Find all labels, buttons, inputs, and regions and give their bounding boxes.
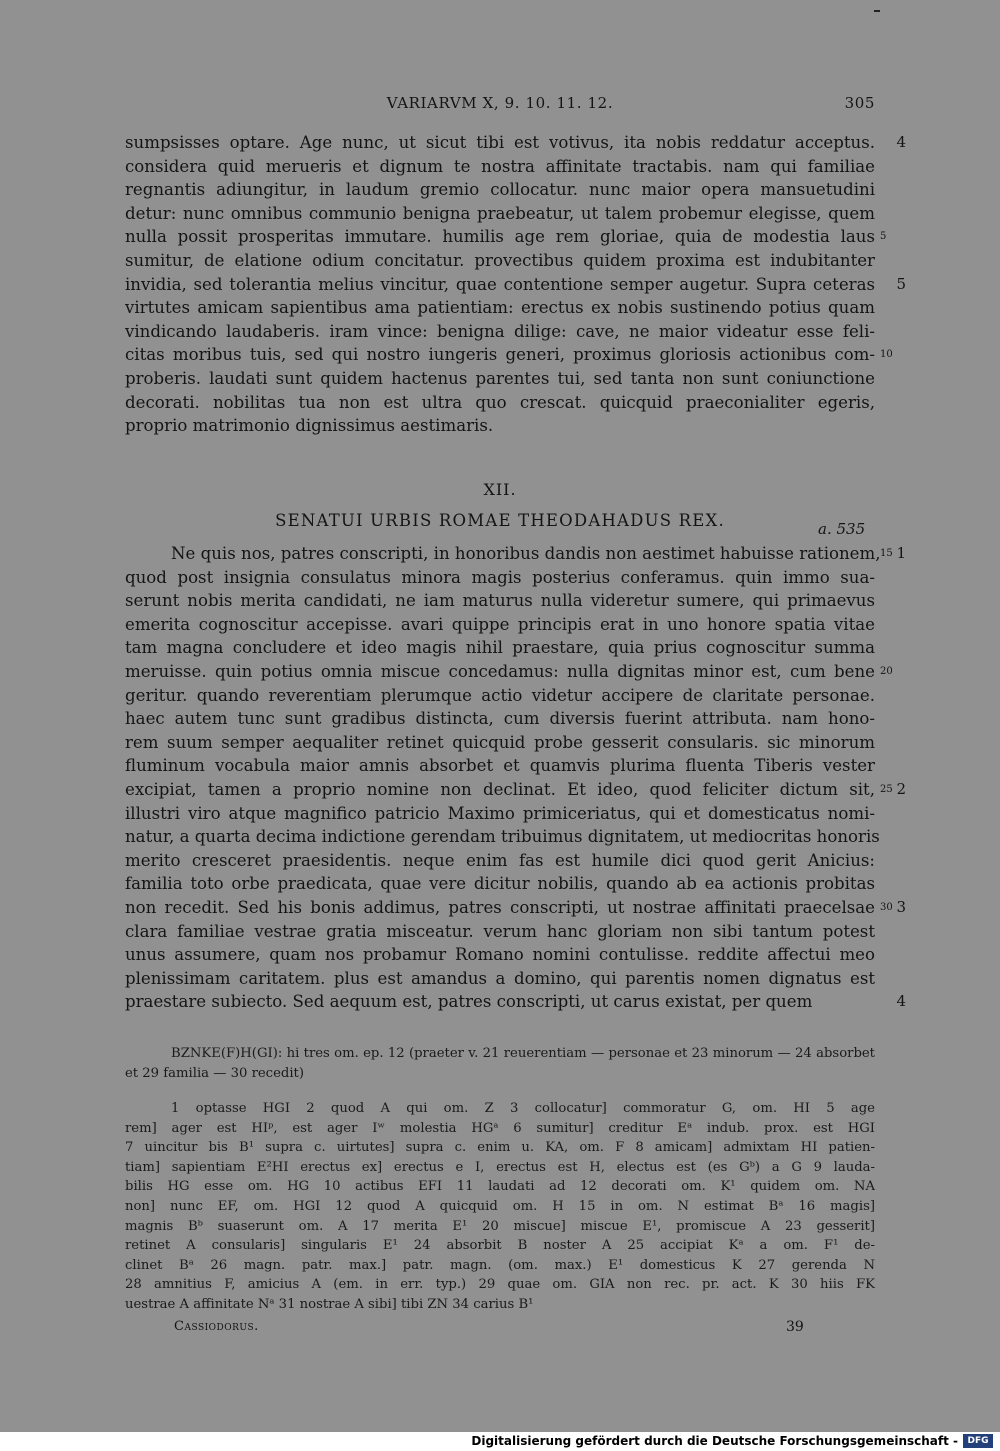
margin-number <box>876 684 916 708</box>
text-line: non recedit. Sed his bonis addimus, patres conscripti, ut nostrae affinitati praecelsae <box>125 897 875 917</box>
margin-number <box>876 802 916 826</box>
margin-number <box>876 391 916 415</box>
text-line: tam magna concludere et ideo magis nihil praestare, quia prius cognoscitur summa <box>125 638 875 658</box>
margin-number <box>876 825 916 849</box>
text-line: serunt nobis merita candidati, ne iam maturus nulla videretur sumere, qui primaevus <box>125 591 875 611</box>
margin-number <box>876 990 916 1014</box>
paragraph-number: 1 <box>896 544 906 562</box>
text-line: Ne quis nos, patres conscripti, in honoribus dandis non aestimet habuisse rationem, <box>171 544 881 563</box>
text-line: merito cresceret praesidentis. neque enim fas est humile dici quod gerit Anicius: <box>125 850 875 870</box>
text-line: proberis. laudati sunt quidem hactenus parentes tui, sed tanta non sunt coniunctione <box>125 368 875 388</box>
apparatus-line: uestrae A affinitate Nᵃ 31 nostrae A sibi] tibi ZN 34 carius B¹ <box>125 1296 534 1312</box>
text-line: geritur. quando reverentiam plerumque actio videtur accipere de claritate personae. <box>125 685 875 705</box>
line-count-number: 5 <box>880 231 887 243</box>
line-count-number: 20 <box>880 666 893 677</box>
margin-number <box>876 542 916 566</box>
margin-number <box>876 731 916 755</box>
margin-number <box>876 613 916 637</box>
paragraph-number: 4 <box>896 133 906 151</box>
line-count-number: 15 <box>880 548 893 559</box>
text-line: clara familiae vestrae gratia misceatur. verum hanc gloriam non sibi tantum potest <box>125 921 875 941</box>
text-line: emerita cognoscitur accepisse. avari quippe principis erat in uno honore spatia vitae <box>125 614 875 634</box>
text-line: illustri viro atque magnifico patricio Maximo primiceriatus, qui et domesticatus nomi- <box>125 803 875 823</box>
margin-number <box>876 872 916 896</box>
apparatus-line: 28 amnitius F, amicius A (em. in err. typ.) 29 quae om. GIA non rec. pr. act. K 30 hiis FK <box>125 1277 875 1293</box>
text-line: plenissimam caritatem. plus est amandus a domino, qui parentis nomen dignatus est <box>125 968 875 988</box>
page-header <box>125 94 875 116</box>
apparatus-line: retinet A consularis] singularis E¹ 24 absorbit B noster A 25 accipiat Kᵃ a om. F¹ de- <box>125 1238 875 1254</box>
margin-number <box>876 967 916 991</box>
margin-number <box>876 343 916 367</box>
text-line: sumpsisses optare. Age nunc, ut sicut tibi est votivus, ita nobis reddatur acceptus. <box>125 133 875 152</box>
text-line: citas moribus tuis, sed qui nostro iungeris generi, proximus gloriosis actionibus com- <box>125 345 875 365</box>
margin-number <box>876 636 916 660</box>
margin-number <box>876 707 916 731</box>
margin-number <box>876 367 916 391</box>
text-line: excipiat, tamen a proprio nomine non declinat. Et ideo, quod feliciter dictum sit, <box>125 779 875 799</box>
text-line: quod post insignia consulatus minora magis posterius conferamus. quin immo sua- <box>125 567 875 587</box>
scan-mark <box>874 10 880 12</box>
margin-number <box>876 155 916 179</box>
text-line: unus assumere, quam nos probamur Romano nomini contulisse. reddite affectui meo <box>125 945 875 965</box>
footer-bar <box>0 1432 1000 1451</box>
text-line: rem suum semper aequaliter retinet quicquid probe gesserit consularis. sic minorum <box>125 732 875 752</box>
section-numeral: XII. <box>483 480 517 499</box>
margin-number <box>876 589 916 613</box>
margin-number <box>876 414 916 438</box>
dfg-logo: DFG <box>963 1434 993 1448</box>
apparatus-line: magnis Bᵇ suaserunt om. A 17 merita E¹ 20 miscue] miscue E¹, promiscue A 23 gesserit] <box>125 1218 875 1234</box>
footer-credit: Digitalisierung gefördert durch die Deutsche Forschungsgemeinschaft - <box>471 1434 958 1448</box>
margin-number <box>876 920 916 944</box>
margin-number <box>876 249 916 273</box>
apparatus-line: rem] ager est HIᵖ, est ager Iʷ molestia HGᵃ 6 sumitur] creditur Eᵃ indub. prox. est HGI <box>125 1120 875 1136</box>
margin-number <box>876 660 916 684</box>
text-line: nulla possit prosperitas immutare. humilis age rem gloriae, quia de modestia laus <box>125 227 875 247</box>
text-line: meruisse. quin potius omnia miscue concedamus: nulla dignitas minor est, cum bene <box>125 661 875 681</box>
paragraph-number: 5 <box>896 274 906 293</box>
margin-number <box>876 778 916 802</box>
margin-number <box>876 943 916 967</box>
apparatus-line: 1 optasse HGI 2 quod A qui om. Z 3 collocatur] commoratur G, om. HI 5 age <box>171 1101 875 1116</box>
margin-number <box>876 202 916 226</box>
apparatus-line: 7 uincitur bis B¹ supra c. uirtutes] supra c. enim u. KA, om. F 8 amicam] admixtam HI patien- <box>125 1140 875 1156</box>
text-line: regnantis adiungitur, in laudum gremio collocatur. nunc maior opera mansuetudini <box>125 180 875 200</box>
apparatus-line: non] nunc EF, om. HGI 12 quod A quicquid om. H 15 in om. N estimat Bᵃ 16 magis] <box>125 1198 875 1214</box>
text-line: invidia, sed tolerantia melius vincitur, quae contentione semper augetur. Supra ceteras <box>125 274 875 294</box>
text-line: natur, a quarta decima indictione gerendam tribuimus dignitatem, ut mediocritas honoris <box>125 827 880 847</box>
line-count-number: 30 <box>880 902 893 913</box>
margin-number <box>876 273 916 297</box>
text-line: familia toto orbe praedicata, quae vere dicitur nobilis, quando ab ea actionis probitas <box>125 874 875 894</box>
sigla-line: et 29 familia — 30 recedit) <box>125 1065 304 1081</box>
margin-number <box>876 566 916 590</box>
paragraph-number: 4 <box>896 992 906 1011</box>
margin-number <box>876 849 916 873</box>
margin-number <box>876 320 916 344</box>
text-line: decorati. nobilitas tua non est ultra quo crescat. quicquid praeconialiter egeris, <box>125 392 875 412</box>
text-line: vindicando laudaberis. iram vince: benigna dilige: cave, ne maior videatur esse feli- <box>125 321 875 341</box>
margin-number <box>876 178 916 202</box>
text-line: praestare subiecto. Sed aequum est, patres conscripti, ut carus existat, per quem <box>125 992 813 1012</box>
running-title: VARIARVM X, 9. 10. 11. 12. <box>386 94 614 112</box>
signature-author: Cassiodorus. <box>174 1319 259 1334</box>
paragraph-number: 3 <box>896 898 906 916</box>
margin-number <box>876 896 916 920</box>
body-text-top <box>125 131 875 438</box>
apparatus-line: bilis HG esse om. HG 10 actibus EFI 11 laudati ad 12 decorati om. K¹ quidem om. NA <box>125 1179 875 1195</box>
text-line: detur: nunc omnibus communio benigna praebeatur, ut talem probemur elegisse, quem <box>125 203 875 223</box>
sigla-line: BZNKE(F)H(GI): hi tres om. ep. 12 (praeter v. 21 reuerentiam — personae et 23 minorum — 24 absorbet <box>171 1046 875 1061</box>
section-date: a. 535 <box>818 520 866 538</box>
text-line: proprio matrimonio dignissimus aestimaris. <box>125 416 494 436</box>
page-number: 305 <box>844 94 875 112</box>
text-line: sumitur, de elatione odium concitatur. provectibus quidem proxima est indubitanter <box>125 250 875 270</box>
paragraph-number: 2 <box>896 780 906 798</box>
text-line: virtutes amicam sapientibus ama patientiam: erectus ex nobis sustinendo potius quam <box>125 298 875 318</box>
apparatus-line: clinet Bᵃ 26 magn. patr. max.] patr. magn. (om. max.) E¹ domesticus K 27 gerenda N <box>125 1257 875 1273</box>
margin-number <box>876 296 916 320</box>
margin-number <box>876 131 916 155</box>
apparatus-sigla <box>125 1044 875 1083</box>
margin-number <box>876 754 916 778</box>
section-title: SENATUI URBIS ROMAE THEODAHADUS REX. <box>275 511 725 530</box>
apparatus-line: tiam] sapientiam E²HI erectus ex] erectus e I, erectus est H, electus est (es Gᵇ) a G 9 lauda- <box>125 1159 875 1175</box>
margin-number <box>876 225 916 249</box>
text-line: considera quid merueris et dignum te nostra affinitate tractabis. nam qui familiae <box>125 156 875 176</box>
line-count-number: 25 <box>880 784 893 795</box>
signature-sheet-number: 39 <box>786 1319 804 1335</box>
text-line: haec autem tunc sunt gradibus distincta, cum diversis fuerint attributa. nam hono- <box>125 709 875 729</box>
body-text-main <box>125 542 881 1014</box>
text-line: fluminum vocabula maior amnis absorbet et quamvis plurima fluenta Tiberis vester <box>125 756 875 776</box>
apparatus-criticus <box>125 1099 875 1315</box>
line-count-number: 10 <box>880 349 893 361</box>
